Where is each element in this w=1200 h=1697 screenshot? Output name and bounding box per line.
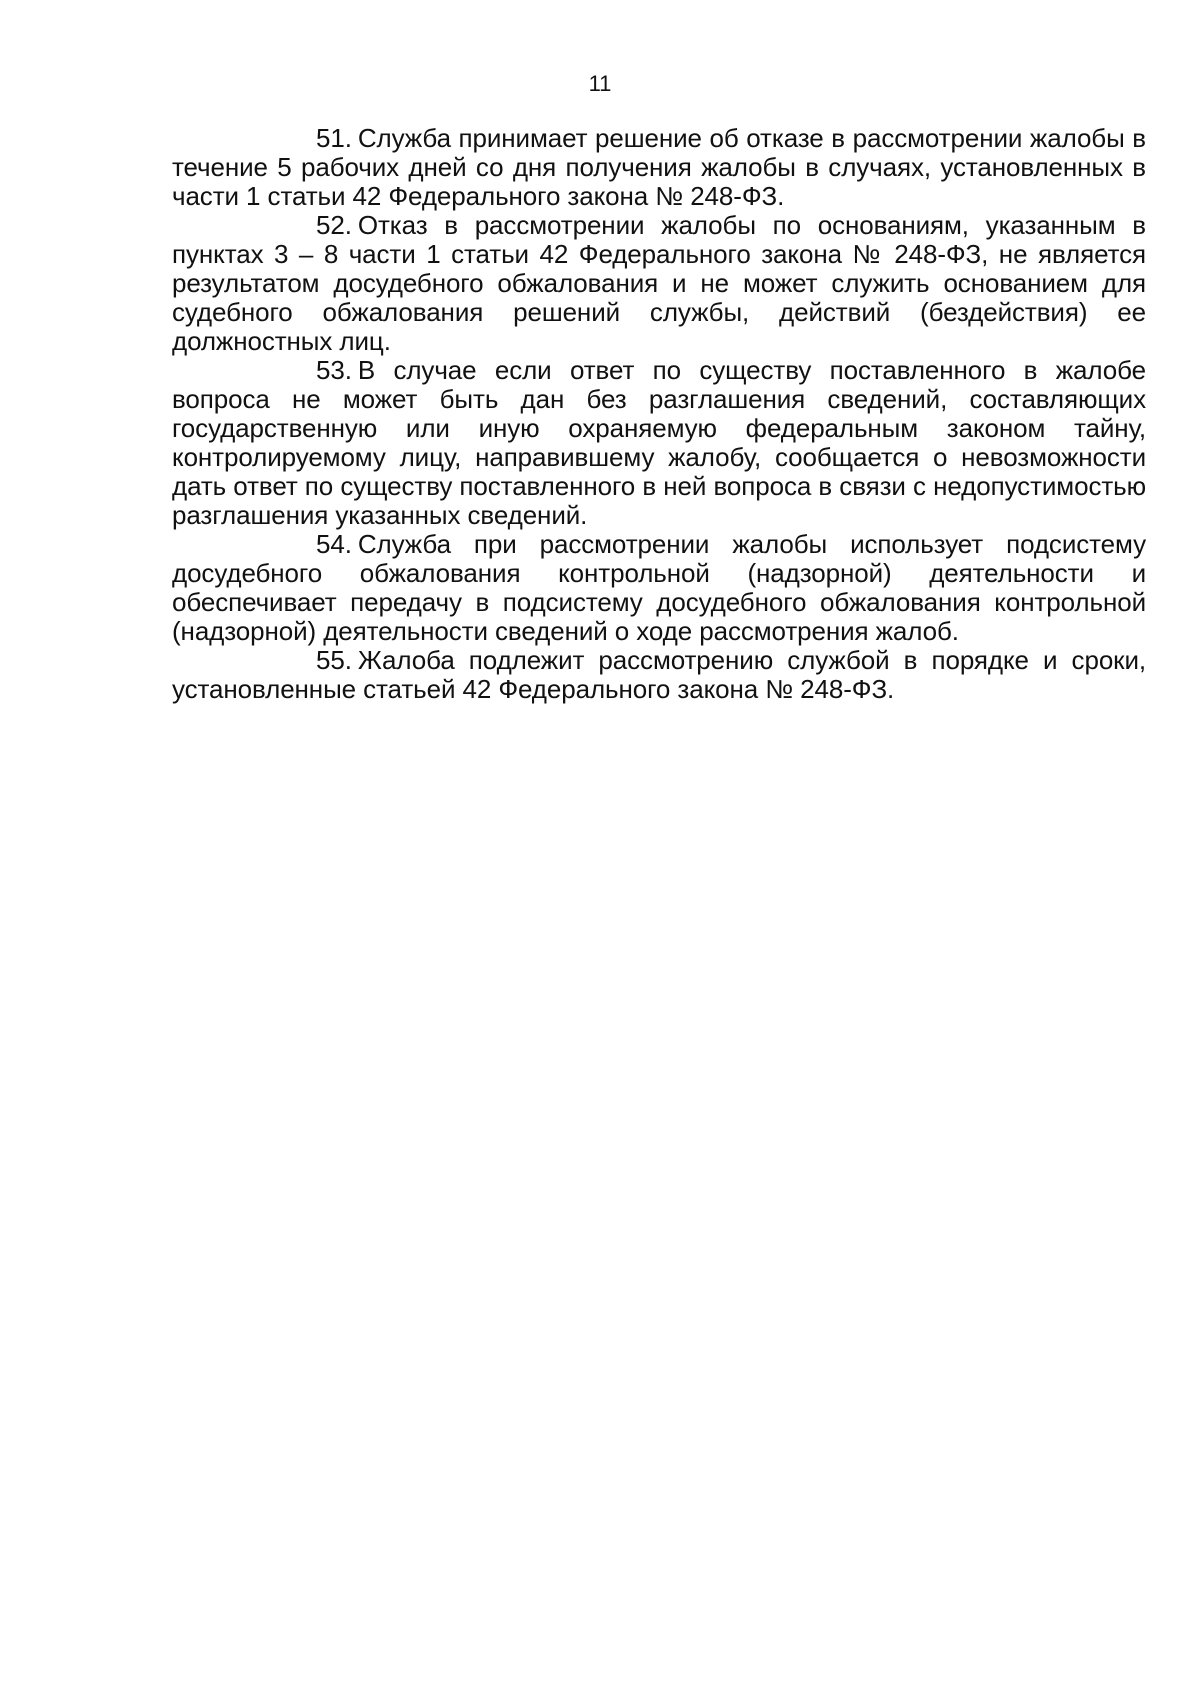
paragraph-text: Служба принимает решение об отказе в рассмотрении жалобы в течение 5 рабочих дней со дня получения жалобы в случаях, установленных в части 1 статьи 42 Федерального закона № 248-ФЗ.: [172, 123, 1146, 211]
paragraph-text: Жалоба подлежит рассмотрению службой в порядке и сроки, установленные статьей 42 Федерального закона № 248-ФЗ.: [172, 645, 1146, 704]
paragraph-number: 53.: [316, 355, 352, 385]
paragraph-number: 51.: [316, 123, 352, 153]
document-body: [172, 124, 1146, 704]
paragraph-text: Служба при рассмотрении жалобы использует подсистему досудебного обжалования контрольной (надзорной) деятельности и обеспечивает передачу в подсистему досудебного обжалования контрольной (надзорной) деятельности сведений о ходе рассмотрения жалоб.: [172, 529, 1146, 646]
page-number: 11: [588, 71, 612, 96]
paragraph-54: [172, 530, 1146, 646]
paragraph-52: [172, 211, 1146, 356]
paragraph-number: 54.: [316, 529, 352, 559]
paragraph-text: Отказ в рассмотрении жалобы по основаниям, указанным в пунктах 3 – 8 части 1 статьи 42 Федерального закона № 248-ФЗ, не является результатом досудебного обжалования и не может служить основанием для судебного обжалования решений службы, действий (бездействия) ее должностных лиц.: [172, 210, 1146, 356]
paragraph-55: [172, 646, 1146, 704]
paragraph-53: [172, 356, 1146, 530]
paragraph-text: В случае если ответ по существу поставленного в жалобе вопроса не может быть дан без разглашения сведений, составляющих государственную или иную охраняемую федеральным законом тайну, контролируемому лицу, направившему жалобу, сообщается о невозможности дать ответ по существу поставленного в ней вопроса в связи с недопустимостью разглашения указанных сведений.: [172, 355, 1146, 530]
paragraph-number: 52.: [316, 210, 352, 240]
paragraph-51: [172, 124, 1146, 211]
paragraph-number: 55.: [316, 645, 352, 675]
